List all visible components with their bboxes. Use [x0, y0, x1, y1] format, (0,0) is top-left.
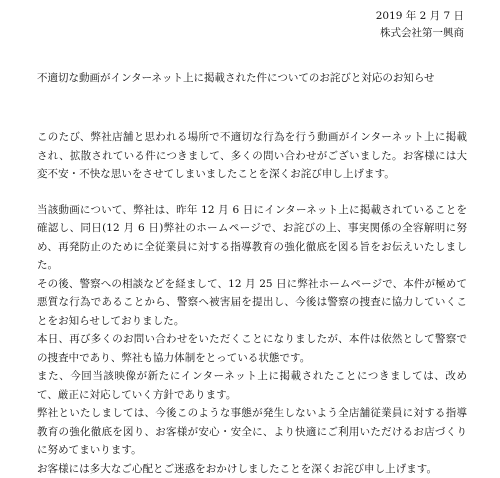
document-title: 不適切な動画がインターネット上に掲載された件についてのお詫びと対応のお知らせ: [37, 70, 435, 86]
paragraph-gap: [37, 184, 467, 201]
paragraph-police-report: その後、警察への相談などを経まして、12 月 25 日に弊社ホームページで、本件が極めて悪質な行為であることから、警察へ被害届を提出し、今後は警察の捜査に協力していくことをお知らせしておりました。: [37, 275, 467, 331]
paragraph-closing-apology: お客様には多大なご心配とご迷惑をおかけしましたことを深くお詫び申し上げます。: [37, 460, 467, 478]
paragraph-confirmation: 当該動画について、弊社は、昨年 12 月 6 日にインターネット上に掲載されていることを確認し、同日(12 月 6 日)弊社のホームページで、お詫びの上、事実関係の全容解明に努め、再発防止のために全従業員に対する指導教育の強化徹底を図る旨をお伝えいたしました。: [37, 201, 467, 275]
paragraph-apology: このたび、弊社店舗と思われる場所で不適切な行為を行う動画がインターネット上に掲載され、拡散されている件につきまして、多くの問い合わせがございました。お客様には大変不安・不快な思いをさせてしまいましたことを深くお詫び申し上げます。: [37, 128, 467, 184]
paragraph-prevention: 弊社といたしましては、今後このような事態が発生しないよう全店舗従業員に対する指導教育の強化徹底を図り、お客様が安心・安全に、より快適にご利用いただけるお店づくりに努めてまいります。: [37, 404, 467, 460]
document-header: [376, 8, 464, 42]
paragraph-current-status: 本日、再び多くのお問い合わせをいただくことになりましたが、本件は依然として警察での捜査中であり、弊社も協力体制をとっている状態です。: [37, 330, 467, 367]
document-body: [37, 128, 467, 478]
company-name: 株式会社第一興商: [376, 25, 464, 42]
document-date: 2019 年 2 月 7 日: [376, 8, 464, 25]
paragraph-new-posting: また、今回当該映像が新たにインターネット上に掲載されたことにつきましては、改めて、厳正に対応していく方針であります。: [37, 367, 467, 404]
